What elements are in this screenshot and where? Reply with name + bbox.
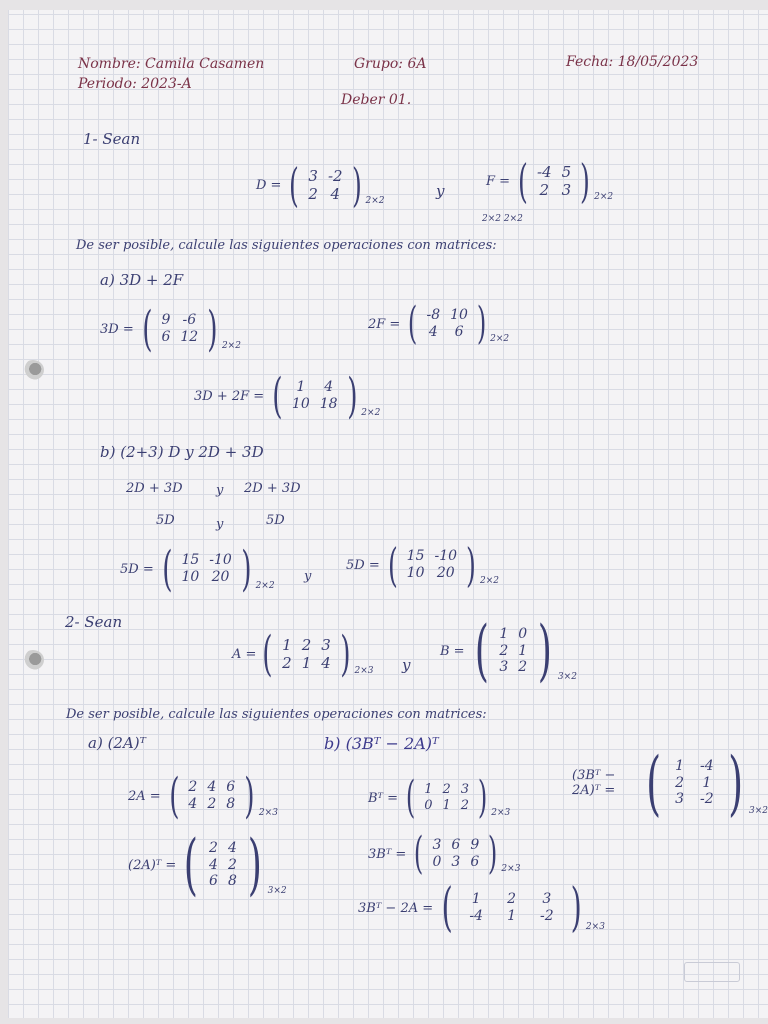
- matrix-diff-dim: 2×3: [585, 922, 605, 932]
- matrix-b-dim: 3×2: [557, 672, 577, 682]
- matrix-2f: 2F = ( -8 10 4 6 ) 2×2: [368, 298, 510, 349]
- binder-hole-top: [22, 360, 44, 380]
- matrix-final-dim: 3×2: [749, 806, 768, 816]
- matrix-sum-label: 3D + 2F =: [194, 388, 265, 404]
- matrix-b-transpose-label: Bᵀ =: [368, 790, 399, 806]
- period: Periodo: 2023-A: [78, 76, 192, 92]
- matrix-2a-dim: 2×3: [258, 808, 278, 818]
- matrix-3bt-dim: 2×3: [501, 864, 521, 874]
- b-line2-right: 5D: [266, 513, 285, 528]
- b-line2-y: y: [216, 517, 224, 532]
- matrix-2f-values: -8 10 4 6: [426, 307, 468, 340]
- matrix-f-values: -4 5 2 3: [537, 163, 572, 199]
- ex2-label: 2- Sean: [65, 613, 123, 631]
- matrix-final-label: (3Bᵀ − 2A)ᵀ =: [572, 768, 616, 798]
- matrix-2a-transpose-label: (2A)ᵀ =: [128, 857, 177, 873]
- matrix-2a-label: 2A =: [128, 788, 161, 804]
- matrix-f-dim: 2×2: [594, 192, 614, 202]
- matrix-diff-values: 1 2 3 -4 1 -2: [469, 891, 554, 924]
- ex1-y: y: [436, 182, 445, 200]
- ex2-instructions: De ser posible, calcule las siguientes operaciones con matrices:: [66, 707, 487, 722]
- page-corner-tag: [684, 962, 740, 982]
- matrix-final-values: 1 -4 2 1 3 -2: [675, 757, 714, 808]
- matrix-a: A = ( 1 2 3 2 1 4 ) 2×3: [232, 626, 374, 682]
- matrix-a-values: 1 2 3 2 1 4: [282, 636, 331, 672]
- dim-note: 2×2 2×2: [482, 214, 523, 224]
- matrix-2a: 2A = ( 2 4 6 4 2 8 ) 2×3: [128, 768, 278, 824]
- matrix-b: B = ( 1 0 2 1 3 2 ) 3×2: [440, 612, 577, 689]
- ex1-instructions: De ser posible, calcule las siguientes operaciones con matrices:: [76, 238, 497, 253]
- matrix-b-transpose-values: 1 2 3 0 1 2: [424, 782, 470, 813]
- matrix-3bt-values: 3 6 9 0 3 6: [432, 837, 480, 870]
- ex1-part-b: b) (2+3) D y 2D + 3D: [100, 443, 264, 461]
- matrix-3d: 3D = ( 9 -6 6 12 ) 2×2: [100, 301, 241, 357]
- b-result-y: y: [304, 569, 312, 584]
- matrix-diff-label: 3Bᵀ − 2A =: [358, 900, 434, 916]
- ex2-part-a: a) (2A)ᵀ: [88, 734, 146, 752]
- matrix-2f-dim: 2×2: [490, 334, 510, 344]
- matrix-3d-plus-2f: 3D + 2F = ( 1 4 10 18 ) 2×2: [194, 368, 381, 424]
- matrix-b-label: B =: [440, 643, 465, 659]
- b-line1-left: 2D + 3D: [126, 481, 183, 496]
- matrix-a-label: A =: [232, 646, 257, 662]
- group: Grupo: 6A: [354, 56, 427, 72]
- matrix-5d-second-values: 15 -10 10 20: [406, 548, 458, 581]
- matrix-sum-values: 1 4 10 18: [291, 379, 338, 412]
- matrix-b-values: 1 0 2 1 3 2: [499, 625, 528, 676]
- notebook-page: [8, 10, 768, 1018]
- matrix-5d-values: 15 -10 10 20: [181, 552, 232, 585]
- matrix-2a-transpose: (2A)ᵀ = ( 2 4 4 2 6 8 ) 3×2: [128, 826, 287, 903]
- b-line2-left: 5D: [156, 513, 175, 528]
- matrix-d-label: D =: [256, 177, 282, 193]
- matrix-3bt-minus-2a: 3Bᵀ − 2A = ( 1 2 3 -4 1 -2 ) 2×3: [358, 878, 605, 938]
- matrix-2a-transpose-values: 2 4 4 2 6 8: [209, 839, 237, 890]
- matrix-a-dim: 2×3: [354, 666, 374, 676]
- matrix-2f-label: 2F =: [368, 316, 401, 332]
- matrix-d: D = ( 3 -2 2 4 ) 2×2: [256, 158, 385, 212]
- assignment-title: Deber 01.: [341, 92, 412, 108]
- matrix-final: (3Bᵀ − 2A)ᵀ = ( 1 -4 2 1 3 -2 ) 3×2: [572, 742, 768, 824]
- matrix-b-transpose: Bᵀ = ( 1 2 3 0 1 2 ) 2×3: [368, 772, 511, 823]
- matrix-5d: 5D = ( 15 -10 10 20 ) 2×2: [120, 541, 275, 597]
- matrix-f-label: F =: [486, 173, 511, 189]
- matrix-d-dim: 2×2: [365, 196, 385, 206]
- b-line1-right: 2D + 3D: [244, 481, 301, 496]
- date: Fecha: 18/05/2023: [566, 54, 699, 70]
- ex1-part-a: a) 3D + 2F: [100, 271, 184, 289]
- ex2-y: y: [402, 656, 411, 674]
- matrix-3d-values: 9 -6 6 12: [161, 312, 199, 345]
- matrix-3bt: 3Bᵀ = ( 3 6 9 0 3 6 ) 2×3: [368, 828, 521, 879]
- student-name: Nombre: Camila Casamen: [78, 56, 265, 72]
- matrix-5d-label: 5D =: [120, 561, 154, 577]
- matrix-5d-dim: 2×2: [255, 581, 275, 591]
- matrix-2a-values: 2 4 6 4 2 8: [188, 779, 236, 812]
- matrix-3d-label: 3D =: [100, 321, 134, 337]
- matrix-d-values: 3 -2 2 4: [308, 167, 343, 203]
- matrix-f: F = ( -4 5 2 3 ) 2×2: [486, 154, 614, 208]
- ex1-label: 1- Sean: [83, 130, 141, 148]
- matrix-5d-second: 5D = ( 15 -10 10 20 ) 2×2: [346, 538, 499, 592]
- ex2-part-b: b) (3Bᵀ − 2A)ᵀ: [324, 734, 439, 753]
- matrix-b-transpose-dim: 2×3: [491, 808, 511, 818]
- binder-hole-bottom: [22, 650, 44, 670]
- matrix-sum-dim: 2×2: [361, 408, 381, 418]
- matrix-3d-dim: 2×2: [221, 341, 241, 351]
- b-line1-y: y: [216, 483, 224, 498]
- matrix-2a-transpose-dim: 3×2: [267, 886, 287, 896]
- matrix-3bt-label: 3Bᵀ =: [368, 846, 407, 862]
- matrix-5d-second-dim: 2×2: [480, 576, 499, 586]
- matrix-5d-second-label: 5D =: [346, 557, 380, 573]
